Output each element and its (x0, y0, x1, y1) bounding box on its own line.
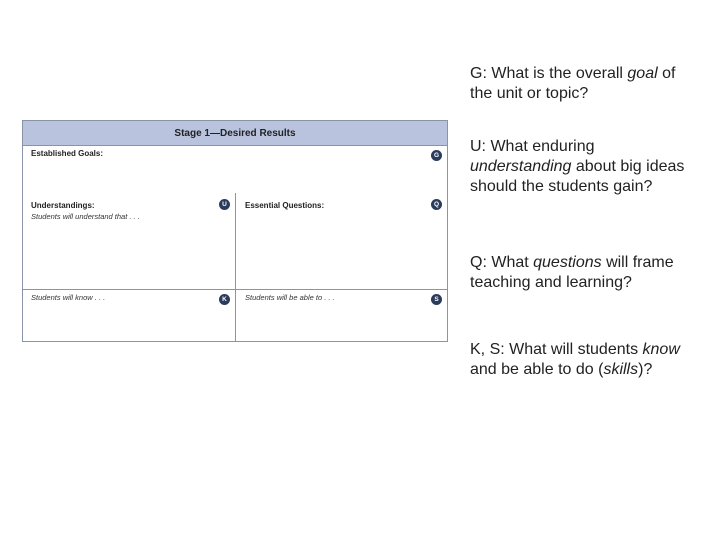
explanation-understanding: U: What enduring understanding about big ideas should the students gain? (470, 138, 685, 195)
students-will-be-able-label: Students will be able to . . . (245, 293, 335, 302)
explanation-know-skills: K, S: What will students know and be able to do (skills)? (470, 341, 680, 378)
skills-badge-icon: S (431, 294, 442, 305)
established-goals-label: Established Goals: (31, 149, 104, 158)
understandings-sublabel: Students will understand that . . . (31, 212, 140, 221)
question-badge-icon: Q (431, 199, 442, 210)
stage1-template (22, 120, 448, 342)
column-divider-lower (235, 289, 236, 342)
explanation-questions: Q: What questions will frame teaching and learning? (470, 254, 674, 291)
column-divider (235, 193, 236, 291)
understanding-badge-icon: U (219, 199, 230, 210)
students-will-know-label: Students will know . . . (31, 293, 106, 302)
goal-badge-icon: G (431, 150, 442, 161)
template-header: Stage 1—Desired Results (23, 121, 447, 146)
essential-questions-label: Essential Questions: (245, 201, 325, 210)
understandings-label: Understandings: (31, 201, 95, 210)
knowledge-badge-icon: K (219, 294, 230, 305)
explanation-goal: G: What is the overall goal of the unit or topic? (470, 65, 676, 102)
